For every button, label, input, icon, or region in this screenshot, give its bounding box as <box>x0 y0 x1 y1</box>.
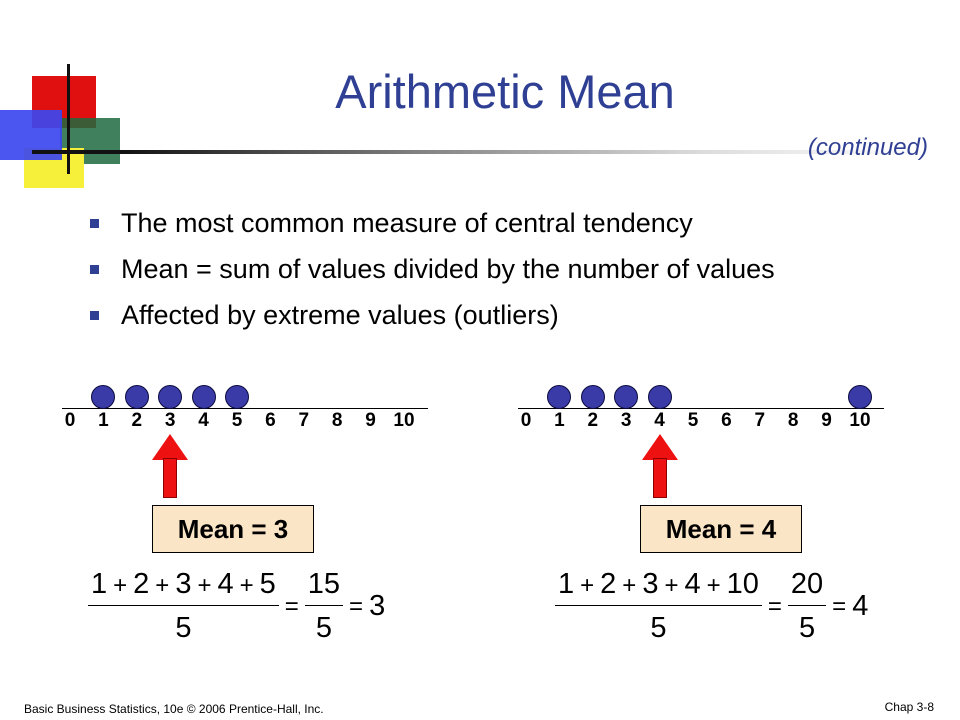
bullet-item <box>90 246 775 292</box>
fraction-bar <box>305 605 343 606</box>
equals-sign: = <box>832 592 847 620</box>
slide-subtitle: (continued) <box>807 134 928 161</box>
mean-arrow-stem <box>163 458 177 498</box>
mean-formula <box>88 568 385 645</box>
tick-label: 7 <box>298 410 310 431</box>
formula-result: 3 <box>369 590 386 622</box>
data-point-dot <box>158 385 182 409</box>
tick-label: 2 <box>587 410 599 431</box>
tick-label: 3 <box>164 410 176 431</box>
equals-sign: = <box>349 592 364 620</box>
number-line-axis <box>518 408 884 409</box>
formula-sum-numerator <box>88 568 279 605</box>
data-point-dot <box>192 385 216 409</box>
formula-term: 2 <box>600 568 617 600</box>
bullet-item <box>90 200 775 246</box>
tick-label: 10 <box>849 410 871 431</box>
formula-term: 4 <box>684 568 701 600</box>
data-point-dot <box>614 385 638 409</box>
data-point-dot <box>91 385 115 409</box>
tick-label: 1 <box>554 410 565 431</box>
data-point-dot <box>125 385 149 409</box>
plus-sign: + <box>664 572 679 599</box>
mean-formula <box>555 568 868 645</box>
formula-fraction-sum <box>555 568 762 645</box>
formula-total-numerator: 20 <box>790 568 824 600</box>
footer-page: Chap 3-8 <box>884 700 934 714</box>
number-line-axis <box>62 408 428 409</box>
fraction-bar <box>788 605 826 606</box>
data-point-dot <box>547 385 571 409</box>
formula-term: 3 <box>642 568 659 600</box>
formula-term: 5 <box>259 568 276 600</box>
plus-sign: + <box>113 572 128 599</box>
tick-label: 9 <box>365 410 376 431</box>
bullet-marker-icon <box>90 219 99 228</box>
data-point-dot <box>848 385 872 409</box>
plus-sign: + <box>239 572 254 599</box>
tick-label: 5 <box>231 410 243 431</box>
formula-total-denominator: 5 <box>798 612 816 644</box>
tick-label: 9 <box>821 410 832 431</box>
bullet-marker-icon <box>90 265 99 274</box>
formula-term: 1 <box>91 568 108 600</box>
formula-fraction-sum <box>88 568 279 645</box>
formula-term: 3 <box>175 568 192 600</box>
mean-label-box: Mean = 4 <box>640 505 802 553</box>
mean-arrow-head-icon <box>152 434 188 460</box>
bullet-text: The most common measure of central tendency <box>121 207 693 238</box>
tick-label: 2 <box>131 410 143 431</box>
tick-label: 3 <box>620 410 632 431</box>
formula-sum-denominator: 5 <box>650 612 667 644</box>
formula-fraction-total <box>305 568 343 645</box>
fraction-bar <box>555 605 762 606</box>
formula-fraction-total <box>788 568 826 645</box>
formula-term: 2 <box>133 568 150 600</box>
tick-label: 8 <box>787 410 799 431</box>
formula-sum-numerator <box>555 568 762 605</box>
title-rule <box>32 150 932 154</box>
tick-label: 6 <box>721 410 732 431</box>
mean-arrow-head-icon <box>642 434 678 460</box>
bullet-marker-icon <box>90 311 99 320</box>
tick-label: 0 <box>64 410 76 431</box>
tick-label: 4 <box>654 410 665 431</box>
bullet-text: Mean = sum of values divided by the number of values <box>121 253 775 284</box>
tick-label: 0 <box>520 410 532 431</box>
plus-sign: + <box>155 572 170 599</box>
data-point-dot <box>225 385 249 409</box>
data-point-dot <box>648 385 672 409</box>
tick-label: 10 <box>393 410 415 431</box>
bullet-item <box>90 292 775 338</box>
formula-sum-denominator: 5 <box>175 612 192 644</box>
tick-label: 4 <box>198 410 209 431</box>
plus-sign: + <box>622 572 637 599</box>
formula-total-denominator: 5 <box>315 612 332 644</box>
bullet-text: Affected by extreme values (outliers) <box>121 299 559 330</box>
tick-label: 1 <box>98 410 109 431</box>
plus-sign: + <box>706 572 721 599</box>
tick-label: 5 <box>687 410 699 431</box>
formula-term: 1 <box>558 568 575 600</box>
fraction-bar <box>88 605 279 606</box>
tick-label: 6 <box>265 410 276 431</box>
plus-sign: + <box>580 572 595 599</box>
formula-total-numerator: 15 <box>307 568 341 600</box>
formula-term: 10 <box>726 568 759 600</box>
footer-citation: Basic Business Statistics, 10e © 2006 Prentice-Hall, Inc. <box>24 702 324 716</box>
data-point-dot <box>581 385 605 409</box>
slide-title: Arithmetic Mean <box>335 65 675 118</box>
mean-arrow-stem <box>653 458 667 498</box>
formula-result: 4 <box>852 590 869 622</box>
formula-term: 4 <box>217 568 234 600</box>
plus-sign: + <box>197 572 212 599</box>
equals-sign: = <box>767 592 782 620</box>
tick-label: 7 <box>754 410 766 431</box>
mean-label-box: Mean = 3 <box>152 505 314 553</box>
equals-sign: = <box>284 592 299 620</box>
tick-label: 8 <box>331 410 343 431</box>
bullet-list <box>90 200 775 338</box>
